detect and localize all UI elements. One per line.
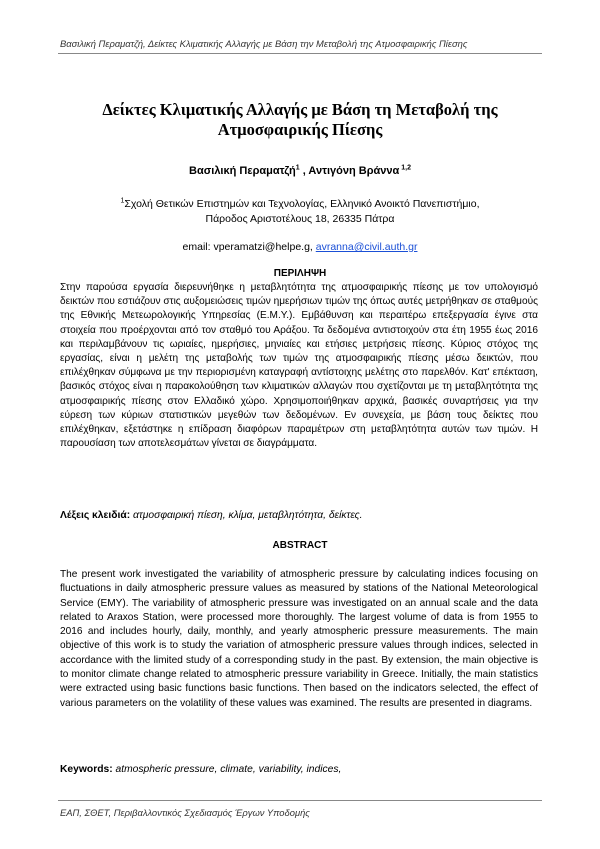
english-keywords — [60, 764, 540, 775]
author-2-name: Αντιγόνη Βράννα — [308, 165, 400, 177]
affiliation — [60, 197, 540, 227]
paper-title — [60, 100, 540, 140]
affiliation-line-2: Πάροδος Αριστοτέλους 18, 26335 Πάτρα — [205, 213, 395, 225]
english-abstract-text: The present work investigated the variability of atmospheric pressure by calculating indices focusing on fluctuations in daily atmospheric pressure values as measured by stations of the National Meteorological Service (EMY). The variability of atmospheric pressure was investigated on an annual scale and the data related to Araxos Station, were processed more thoroughly. The largest volume of data is from 1955 to 2016 and includes hourly, daily, monthly, and yearly atmospheric pressure measurements. The main objective of this work is to study the variation of atmospheric pressure values through indices, selected in accordance with the limited study of a corresponding study in the past. By extension, the main objective is to monitor climate change related to atmospheric pressure variability in Greece. Initially, the main statistics were extracted using basic functions basic functions. Then based on the indicators selected, the effect of various parameters on the volatility of these values was examined. The results are presented in diagrams. — [60, 569, 538, 709]
greek-abstract-heading: ΠΕΡΙΛΗΨΗ — [273, 268, 327, 279]
author-separator: , — [299, 165, 309, 177]
greek-abstract-text: Στην παρούσα εργασία διερευνήθηκε η μεταβλητότητα της ατμοσφαιρικής πίεσης με τον υπολογισμό δεικτών που εστιάζουν στις αυξομειώσεις τιμών ημερήσιων τιμών της όπως αυτές μετρήθηκαν σε σταθμούς της Εθνικής Μετεωρολογικής Υπηρεσίας (Ε.Μ.Υ.). Εμβάθυνση και περαιτέρω επεξεργασία έγινε στα στοιχεία που προέρχονται από τον σταθμό του Αράξου. Τα δεδομένα αντιστοιχούν στα έτη 1955 έως 2016 και περιλαμβάνουν τις ωριαίες, ημερήσιες, μηνιαίες και ετήσιες μετρήσεις πίεσης. Κύριος στόχος της εργασίας, είναι η μελέτη της μεταβολής των τιμών της ατμοσφαιρικής πίεσης μέσω δεικτών, που επιλέχθηκαν σύμφωνα με την περιορισμένη καταγραφή αντίστοιχης μελέτης στο παρελθόν. Κατ' επέκταση, βασικός στόχος είναι η παρακολούθηση των κλιματικών αλλαγών που σχετίζονται με τη μεταβλητότητα της ατμοσφαιρικής πίεσης στον Ελλαδικό χώρο. Χρησιμοποιήθηκαν αρχικά, βασικές συναρτήσεις για την εύρεση των κύριων στατιστικών μεγεθών των δεδομένων. Εν συνεχεία, με βάση τους δείκτες που επιλέχθηκαν, εξετάστηκε η επίδραση διαφόρων παραμέτρων στη μεταβλητότητα αυτών των τιμών. Η παρουσίαση των αποτελεσμάτων γίνεται σε διαγράμματα. — [60, 282, 538, 450]
author-1-name: Βασιλική Περαματζή — [189, 165, 296, 177]
affiliation-line-1: $^1$Σχολή Θετικών Επιστημών και Τεχνολογίας, Ελληνικό Ανοικτό Πανεπιστήμιο, — [120, 197, 480, 210]
greek-keywords — [60, 510, 540, 521]
email-line — [60, 241, 540, 253]
greek-keywords-label: Λέξεις κλειδιά: — [60, 510, 131, 521]
title-line-2: Ατμοσφαιρικής Πίεσης — [217, 120, 383, 139]
english-keywords-value: atmospheric pressure, climate, variability, indices, — [112, 764, 342, 775]
author-1-affil-mark: 1 — [295, 164, 300, 172]
running-footer: ΕΑΠ, ΣΘΕΤ, Περιβαλλοντικός Σχεδιασμός Έργων Υποδομής — [60, 807, 310, 818]
footer-divider — [58, 800, 542, 801]
email-prefix: email: vperamatzi@helpe.g, — [182, 241, 316, 253]
title-line-1: Δείκτες Κλιματικής Αλλαγής με Βάση τη Μεταβολή της — [102, 100, 498, 119]
header-divider — [58, 53, 542, 54]
english-abstract-heading: ABSTRACT — [272, 540, 328, 551]
email-link[interactable]: avranna@civil.auth.gr — [315, 241, 418, 253]
running-header: Βασιλική Περαματζή, Δείκτες Κλιματικής Αλλαγής με Βάση την Μεταβολή της Ατμοσφαιρικής Πίεσης — [60, 38, 468, 49]
greek-keywords-value: ατμοσφαιρική πίεση, κλίμα, μεταβλητότητα, δείκτες. — [130, 510, 363, 521]
author-list — [60, 165, 540, 177]
author-2-affil-mark: 1,2 — [399, 164, 411, 172]
english-keywords-label: Keywords: — [60, 764, 113, 775]
affiliation-mark: 1 — [120, 197, 125, 205]
